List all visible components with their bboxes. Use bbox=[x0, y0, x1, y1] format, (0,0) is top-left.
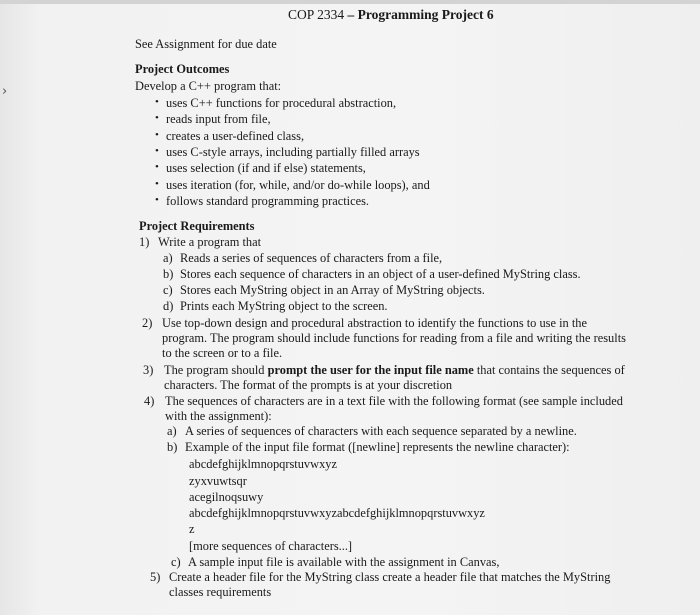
sub-label: d) bbox=[163, 299, 174, 313]
req-2-line: program. The program should include functions for reading from a file and writing the results bbox=[162, 331, 626, 345]
sub-label: b) bbox=[163, 267, 174, 281]
document-title bbox=[288, 8, 494, 22]
example-line: zyxvuwtsqr bbox=[189, 474, 247, 488]
bullet-icon: • bbox=[155, 129, 159, 141]
req-4-sub: A series of sequences of characters with each sequence separated by a newline. bbox=[185, 424, 577, 438]
title-rest: – Programming Project 6 bbox=[344, 7, 494, 22]
requirements-heading: Project Requirements bbox=[139, 219, 255, 233]
example-line: abcdefghijklmnopqrstuvwxyz bbox=[189, 457, 337, 471]
req-5-line: classes requirements bbox=[169, 585, 272, 599]
req-3-line bbox=[164, 363, 625, 377]
outcome-item: uses selection (if and if else) statements, bbox=[166, 161, 366, 175]
req-1-sub: Prints each MyString object to the screen. bbox=[180, 299, 388, 313]
bullet-icon: • bbox=[155, 96, 159, 108]
req-1-sub: Stores each MyString object in an Array of MyString objects. bbox=[180, 283, 485, 297]
margin-mark-icon: › bbox=[2, 84, 8, 99]
bullet-icon: • bbox=[155, 145, 159, 157]
req-3-bold: prompt the user for the input file name bbox=[267, 363, 474, 377]
bullet-icon: • bbox=[155, 194, 159, 206]
outcome-item: creates a user-defined class, bbox=[166, 129, 305, 143]
req-number: 3) bbox=[143, 363, 154, 377]
req-1-sub: Reads a series of sequences of characters from a file, bbox=[180, 251, 443, 265]
req-4-line: with the assignment): bbox=[165, 409, 272, 423]
outcomes-intro: Develop a C++ program that: bbox=[135, 79, 282, 93]
outcome-item: follows standard programming practices. bbox=[166, 194, 370, 208]
due-note: See Assignment for due date bbox=[135, 37, 277, 51]
top-border bbox=[0, 0, 700, 4]
req-3-post: that contains the sequences of bbox=[473, 363, 625, 377]
bullet-icon: • bbox=[155, 112, 159, 124]
outcomes-heading: Project Outcomes bbox=[135, 62, 230, 76]
example-line: acegilnoqsuwy bbox=[189, 490, 264, 504]
example-line: z bbox=[189, 522, 195, 536]
outcome-item: reads input from file, bbox=[166, 112, 271, 126]
course-code: COP 2334 bbox=[288, 7, 345, 22]
sub-label: a) bbox=[167, 424, 177, 438]
req-number: 1) bbox=[139, 235, 150, 249]
sub-label: c) bbox=[171, 555, 181, 569]
sub-label: b) bbox=[167, 440, 178, 454]
req-3-line2: characters. The format of the prompts is at your discretion bbox=[164, 378, 453, 392]
outcome-item: uses iteration (for, while, and/or do-while loops), and bbox=[166, 178, 430, 192]
req-4-sub: A sample input file is available with the assignment in Canvas, bbox=[188, 555, 500, 569]
sub-label: c) bbox=[163, 283, 173, 297]
outcome-item: uses C-style arrays, including partially filled arrays bbox=[166, 145, 420, 159]
req-1-text: Write a program that bbox=[158, 235, 262, 249]
req-2-line: to the screen or to a file. bbox=[162, 346, 283, 360]
req-number: 5) bbox=[150, 570, 161, 584]
req-2-line: Use top-down design and procedural abstraction to identify the functions to use in the bbox=[162, 316, 587, 330]
bullet-icon: • bbox=[155, 161, 159, 173]
req-4-sub: Example of the input file format ([newline] represents the newline character): bbox=[185, 440, 570, 454]
req-4-line: The sequences of characters are in a text file with the following format (see sample included bbox=[165, 394, 623, 408]
req-1-sub: Stores each sequence of characters in an object of a user-defined MyString class. bbox=[180, 267, 581, 281]
req-number: 2) bbox=[142, 316, 153, 330]
req-number: 4) bbox=[144, 394, 155, 408]
outcome-item: uses C++ functions for procedural abstraction, bbox=[166, 96, 397, 110]
bullet-icon: • bbox=[155, 178, 159, 190]
req-5-line: Create a header file for the MyString class create a header file that matches the MyString bbox=[169, 570, 611, 584]
example-line: [more sequences of characters...] bbox=[189, 539, 353, 553]
req-3-pre: The program should bbox=[164, 363, 268, 377]
sub-label: a) bbox=[163, 251, 173, 265]
example-line: abcdefghijklmnopqrstuvwxyzabcdefghijklmnopqrstuvwxyz bbox=[189, 506, 485, 520]
